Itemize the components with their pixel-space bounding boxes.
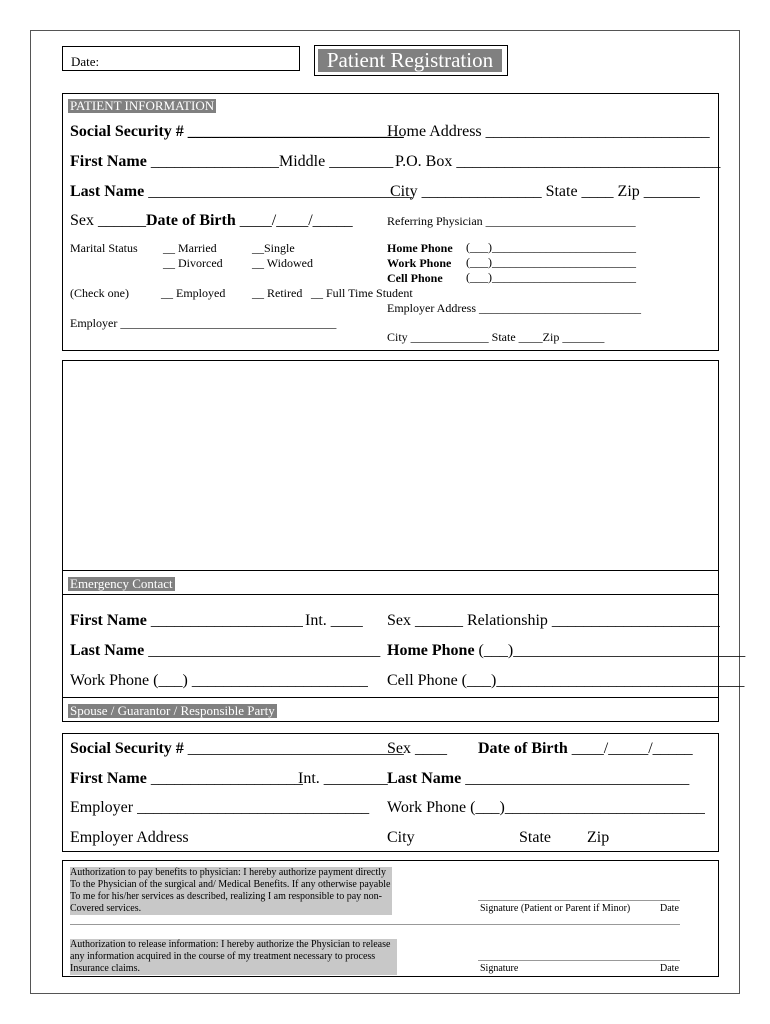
retired-option[interactable]: __ Retired [252, 286, 303, 300]
middle-field[interactable]: Middle ________ [279, 153, 394, 170]
spouse-divider [62, 697, 718, 698]
sp-sex-field[interactable]: Sex ____ [387, 740, 447, 757]
date-label-2: Date [660, 963, 679, 974]
date-label: Date: [71, 54, 100, 69]
signature-label-2: Signature [480, 963, 519, 974]
work-phone-field[interactable]: (___)________________________ [466, 255, 636, 269]
emergency-header: Emergency Contact [70, 576, 173, 591]
single-option[interactable]: __Single [252, 241, 295, 255]
referring-physician-field[interactable]: Referring Physician _________________________ [387, 214, 636, 228]
home-phone-field[interactable]: (___)________________________ [466, 240, 636, 254]
home-phone-label: Home Phone [387, 241, 453, 255]
emergency-divider-mid [62, 594, 718, 595]
home-address-field[interactable]: Home Address ____________________________ [387, 123, 710, 140]
ssn-label[interactable]: Social Security # ___________________________ [70, 123, 404, 140]
emergency-divider-top [62, 570, 718, 571]
spouse-header: Spouse / Guarantor / Responsible Party [70, 703, 275, 718]
release-authorization-text: Authorization to release information: I hereby authorize the Physician to release any information acquired in the course of my treatment necessary to process Insurance claims. [70, 939, 397, 975]
sp-int-field[interactable]: Int. ________ [298, 770, 388, 787]
po-box-field[interactable]: P.O. Box _________________________________ [395, 153, 721, 170]
sp-first-name-field[interactable]: First Name ___________________ [70, 770, 303, 787]
ec-first-name-field[interactable]: First Name ___________________ [70, 612, 303, 629]
ec-work-phone-field[interactable]: Work Phone (___) ______________________ [70, 672, 368, 689]
sp-state-field[interactable]: State [519, 829, 551, 846]
student-option[interactable]: __ Full Time Student [311, 286, 413, 300]
ec-sex-relationship-field[interactable]: Sex ______ Relationship _____________________ [387, 612, 720, 629]
sp-last-name-field[interactable]: Last Name ____________________________ [387, 770, 690, 787]
first-name-field[interactable]: First Name ________________ [70, 153, 279, 170]
emergency-section [62, 360, 719, 722]
employer-address-field[interactable]: Employer Address ___________________________ [387, 301, 641, 315]
ec-cell-phone-field[interactable]: Cell Phone (___)_______________________________ [387, 672, 745, 689]
sp-employer-field[interactable]: Employer _____________________________ [70, 799, 370, 816]
date-label-1: Date [660, 903, 679, 914]
cell-phone-field[interactable]: (___)________________________ [466, 270, 636, 284]
dob-field[interactable]: Date of Birth ____/____/_____ [146, 212, 353, 229]
widowed-option[interactable]: __ Widowed [252, 256, 313, 270]
signature-line-1[interactable] [478, 900, 680, 901]
date-field[interactable] [62, 46, 300, 71]
sp-ssn-field[interactable]: Social Security # ___________________________ [70, 740, 404, 757]
cell-phone-label: Cell Phone [387, 271, 443, 285]
auth-divider [70, 924, 680, 925]
sp-employer-address-field[interactable]: Employer Address [70, 829, 189, 846]
check-one-label: (Check one) [70, 286, 129, 300]
employer-field[interactable]: Employer ____________________________________ [70, 316, 337, 330]
ec-int-field[interactable]: Int. ____ [305, 612, 363, 629]
marital-status-label: Marital Status [70, 241, 138, 255]
ec-last-name-field[interactable]: Last Name _____________________________ [70, 642, 381, 659]
employed-option[interactable]: __ Employed [161, 286, 226, 300]
page-title-box [314, 45, 508, 76]
patient-info-header: PATIENT INFORMATION [70, 98, 215, 113]
sex-field[interactable]: Sex ______ [70, 212, 146, 229]
work-phone-label: Work Phone [387, 256, 452, 270]
sp-dob-field[interactable]: Date of Birth ____/_____/_____ [478, 740, 693, 757]
page-title: Patient Registration [318, 49, 502, 72]
sp-work-phone-field[interactable]: Work Phone (___)_________________________ [387, 799, 705, 816]
sp-city-field[interactable]: City [387, 829, 415, 846]
city-state-zip-field[interactable]: City _______________ State ____ Zip _______ [390, 183, 700, 200]
married-option[interactable]: __ Married [163, 241, 217, 255]
employer-city-field[interactable]: City _____________ State ____Zip _______ [387, 330, 605, 344]
benefits-authorization-text: Authorization to pay benefits to physician: I hereby authorize payment directly To the Physician of the surgical and/ Medical Benefits. If any otherwise payable To me for his/her services as described, realizing I am responsible to pay non- Covered services. [70, 867, 391, 914]
signature-line-2[interactable] [478, 960, 680, 961]
divorced-option[interactable]: __ Divorced [163, 256, 223, 270]
signature-label-1: Signature (Patient or Parent if Minor) [480, 903, 631, 914]
sp-zip-field[interactable]: Zip [587, 829, 610, 846]
last-name-field[interactable]: Last Name _________________________________ [70, 183, 413, 200]
ec-home-phone-field[interactable]: Home Phone (___)_____________________________ [387, 642, 746, 659]
